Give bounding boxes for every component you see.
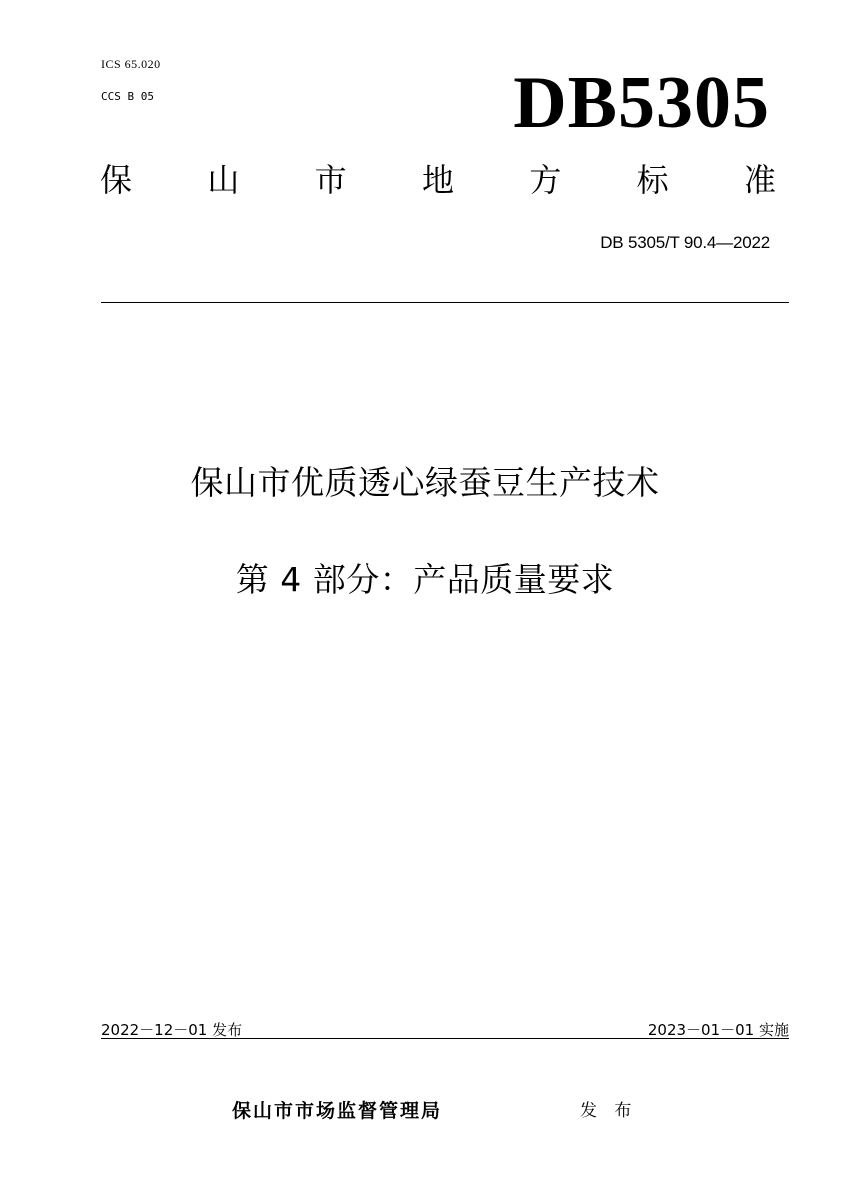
ics-code: ICS 65.020 (101, 57, 161, 71)
standard-type-char: 准 (743, 161, 776, 199)
top-divider (101, 302, 789, 303)
standard-type-char: 市 (314, 161, 347, 199)
ccs-code: CCS B 05 (101, 90, 154, 103)
standard-type-char: 方 (529, 161, 562, 199)
standard-type-char: 标 (636, 161, 669, 199)
standard-type-heading (100, 161, 776, 199)
standard-type-char: 山 (207, 161, 240, 199)
standard-code-logo: DB5305 (513, 62, 770, 144)
issue-date: 2022－12－01 发布 (101, 1021, 243, 1039)
standard-number: DB 5305/T 90.4—2022 (600, 233, 770, 252)
standard-type-char: 保 (100, 161, 133, 199)
bottom-divider (101, 1038, 789, 1039)
issuing-authority: 保山市市场监督管理局 (232, 1100, 443, 1122)
document-title: 保山市优质透心绿蚕豆生产技术 (190, 463, 660, 502)
implementation-date: 2023－01－01 实施 (647, 1021, 789, 1039)
standard-type-char: 地 (421, 161, 454, 199)
document-subtitle: 第 4 部分：产品质量要求 (235, 560, 615, 599)
issue-label: 发 布 (580, 1101, 638, 1121)
